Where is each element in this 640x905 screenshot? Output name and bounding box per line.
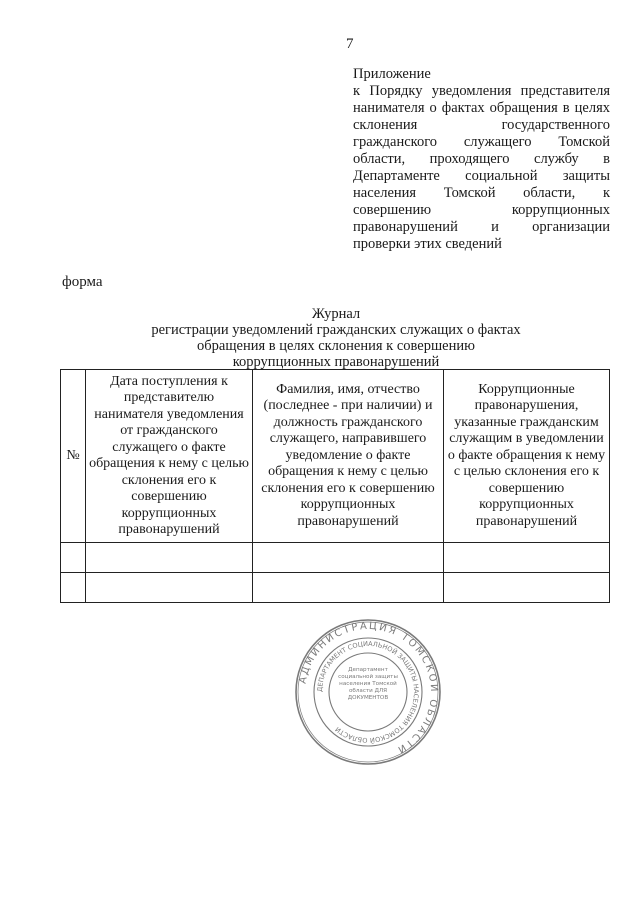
table-row [61,573,610,603]
column-header-employee: Фамилия, имя, отчество (последнее - при наличии) и должность гражданского служащего, направившего уведомление о факте обращения к нему с целью склонения его к совершению коррупционных правонарушений [253,370,444,543]
table-cell [444,543,610,573]
appendix-title: Приложение [353,66,431,82]
official-seal-stamp [293,617,443,767]
stamp-outer-text: АДМИНИСТРАЦИЯ ТОМСКОЙ ОБЛАСТИ [297,620,440,756]
page-number: 7 [346,36,354,52]
table-cell [86,573,253,603]
table-cell [61,543,86,573]
stamp-center-text: Департамент социальной защиты населения Томской области ДЛЯ ДОКУМЕНТОВ [338,667,398,701]
journal-title: Журнал [311,306,361,322]
table-cell [444,573,610,603]
table-cell [61,573,86,603]
column-header-date: Дата поступления к представителю нанимателя уведомления от гражданского служащего о факте обращения к нему с целью склонения его к совершению коррупционных правонарушений [86,370,253,543]
appendix-text: к Порядку уведомления представителя нанимателя о фактах обращения в целях склонения государственного гражданского служащего Томской области, проходящего службу в Департаменте социальной защиты населения Томской области, к совершению коррупционных правонарушений и организации проверки этих сведений [353,83,610,252]
table-cell [86,543,253,573]
table-header-row [61,370,610,543]
column-header-violations: Коррупционные правонарушения, указанные гражданским служащим в уведомлении о факте обращения к нему с целью склонения его к совершению коррупционных правонарушений [444,370,610,543]
appendix-block [353,66,610,253]
journal-table [60,369,610,603]
column-header-number: № [61,370,86,543]
table-cell [253,573,444,603]
journal-subtitle-line: регистрации уведомлений гражданских служащих о фактах [151,322,521,338]
form-label: форма [62,274,103,290]
table-row [61,543,610,573]
table-cell [253,543,444,573]
journal-subtitle-line: обращения в целях склонения к совершению [197,338,475,354]
journal-heading [60,306,612,370]
journal-subtitle-line: коррупционных правонарушений [232,354,440,370]
stamp-ring-text: ДЕПАРТАМЕНТ СОЦИАЛЬНОЙ ЗАЩИТЫ НАСЕЛЕНИЯ ТОМСКОЙ ОБЛАСТИ [315,639,421,745]
